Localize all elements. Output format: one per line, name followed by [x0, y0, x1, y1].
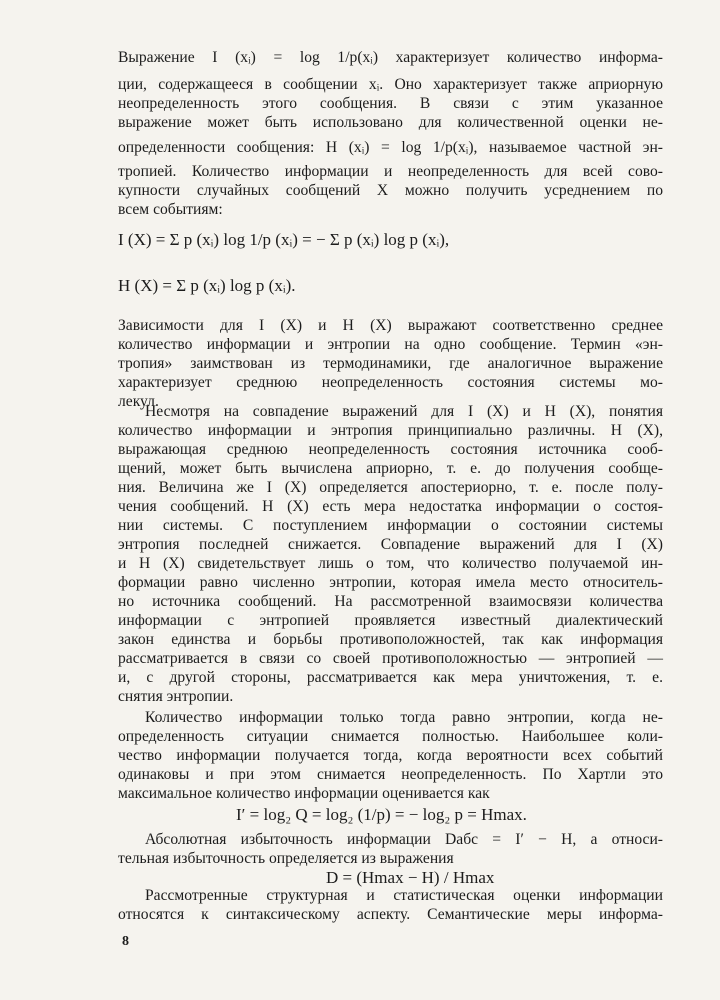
text-line: формации равно численно энтропии, которая имела место относитель-	[118, 574, 663, 591]
text-line: Выражение I (xᵢ) = log 1/p(xᵢ) характеризует количество информа-	[118, 49, 663, 66]
text-line: одинаковы и при этом снимается неопределенность. По Хартли это	[118, 766, 663, 783]
text-line: ния. Величина же I (X) определяется апостериорно, т. е. после полу-	[118, 479, 663, 496]
text-line: чения сообщений. H (X) есть мера недостатка информации о состоя-	[118, 498, 663, 515]
text-line: всем событиям:	[118, 201, 223, 218]
formula-hartley: I′ = log₂ Q = log₂ (1/p) = − log₂ p = Hmax.	[236, 805, 527, 824]
text-line: информации с энтропией проявляется известный диалектический	[118, 612, 663, 629]
text-line: неопределенность этого сообщения. В связи с этим указанное	[118, 95, 663, 112]
text-line: снятия энтропии.	[118, 688, 234, 705]
page-number: 8	[122, 934, 129, 949]
formula-redundancy: D = (Hmax − H) / Hmax	[326, 868, 495, 887]
text-line: рассматривается в связи со своей противоположностью — энтропией —	[118, 650, 663, 667]
text-line: характеризует среднюю неопределенность состояния системы мо-	[118, 374, 663, 391]
text-line: Рассмотренные структурная и статистическая оценки информации	[145, 887, 663, 904]
text-line: Количество информации только тогда равно энтропии, когда не-	[145, 709, 663, 726]
text-line: максимальное количество информации оценивается как	[118, 785, 490, 802]
text-line: энтропия последней снижается. Совпадение выражений для I (X)	[118, 536, 663, 553]
text-line: щений, может быть вычислена априорно, т. е. до получения сообще-	[118, 460, 663, 477]
text-line: Несмотря на совпадение выражений для I (X) и H (X), понятия	[145, 403, 663, 420]
text-line: выражение может быть использовано для количественной оценки не-	[118, 114, 663, 131]
text-line: количество информации и энтропия принципиально различны. H (X),	[118, 422, 663, 439]
text-line: и, с другой стороны, рассматривается как мера уничтожения, т. е.	[118, 669, 663, 686]
text-line: определенность ситуации снимается полностью. Наибольшее коли-	[118, 728, 663, 745]
text-line: купности случайных сообщений X можно получить усреднением по	[118, 182, 663, 199]
text-line: тропией. Количество информации и неопределенность для всей сово-	[118, 163, 663, 180]
text-line: определенности сообщения: H (xᵢ) = log 1/p(xᵢ), называемое частной эн-	[118, 139, 663, 156]
text-line: и H (X) свидетельствует лишь о том, что количество получаемой ин-	[118, 555, 663, 572]
text-line: ции, содержащееся в сообщении xᵢ. Оно характеризует также априорную	[118, 76, 663, 93]
text-line: нии системы. С поступлением информации о состоянии системы	[118, 517, 663, 534]
text-line: тропия» заимствован из термодинамики, где аналогичное выражение	[118, 355, 663, 372]
text-line: выражающая среднюю неопределенность состояния источника сооб-	[118, 441, 663, 458]
text-line: Абсолютная избыточность информации Dабс = I′ − H, а относи-	[145, 831, 663, 848]
text-line: но источника сообщений. На рассмотренной взаимосвязи количества	[118, 593, 663, 610]
text-line: количество информации и энтропии на одно сообщение. Термин «эн-	[118, 336, 663, 353]
formula-information: I (X) = Σ p (xᵢ) log 1/p (xᵢ) = − Σ p (xᵢ) log p (xᵢ),	[118, 230, 450, 249]
text-line: закон единства и борьбы противоположностей, так как информация	[118, 631, 663, 648]
text-line: Зависимости для I (X) и H (X) выражают соответственно среднее	[118, 317, 663, 334]
formula-entropy: H (X) = Σ p (xᵢ) log p (xᵢ).	[118, 276, 296, 295]
text-line: тельная избыточность определяется из выражения	[118, 850, 454, 867]
text-line: лекул.	[118, 393, 159, 410]
text-line: относятся к синтаксическому аспекту. Семантические меры информа-	[118, 906, 663, 923]
text-line: чество информации получается тогда, когда вероятности всех событий	[118, 747, 663, 764]
